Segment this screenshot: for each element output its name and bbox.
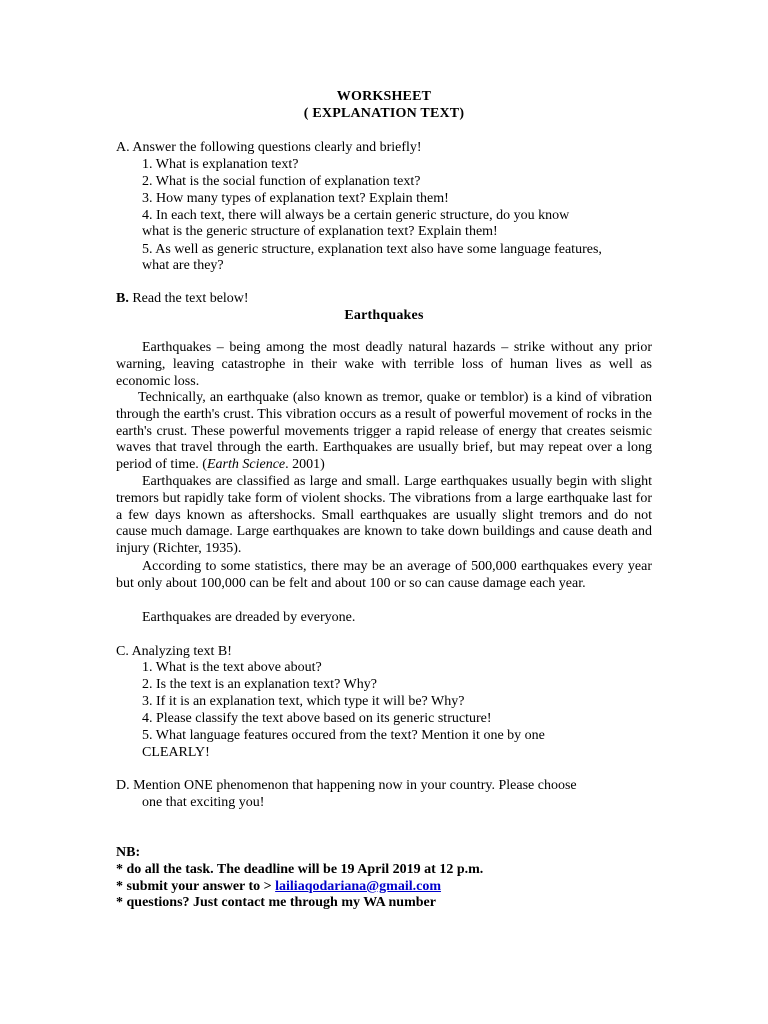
paragraph-1: Earthquakes – being among the most deadly natural hazards – strike without any prior warning, leaving catastrophe in their wake with terrible loss of human lives as well as economic loss.	[116, 340, 652, 389]
nb-label: NB:	[116, 845, 141, 860]
section-a-question-4: 4. In each text, there will always be a certain generic structure, do you know	[142, 208, 570, 223]
section-c-question-5-cont: CLEARLY!	[142, 745, 210, 760]
nb-deadline: * do all the task. The deadline will be 19 April 2019 at 12 p.m.	[116, 862, 484, 877]
text-title: Earthquakes	[344, 308, 424, 323]
worksheet-subtitle: ( EXPLANATION TEXT)	[303, 106, 465, 121]
section-b-intro	[116, 290, 249, 307]
nb-contact: * questions? Just contact me through my WA number	[116, 895, 436, 910]
paragraph-2-citation-tail: . 2001)	[285, 457, 325, 473]
paragraph-3: Earthquakes are classified as large and small. Large earthquakes usually begin with slight tremors but rapidly take form of violent shocks. The vibrations from a large earthquake last for a few days known as aftershocks. Small earthquakes are usually slight tremors and do not cause much damage. Large earthquakes are known to take down buildings and cause death and injury (Richter, 1935).	[116, 474, 652, 557]
section-c-question-5: 5. What language features occured from the text? Mention it one by one	[142, 728, 545, 743]
section-c-question-3: 3. If it is an explanation text, which type it will be? Why?	[142, 694, 465, 709]
section-a-question-3: 3. How many types of explanation text? Explain them!	[142, 191, 449, 206]
paragraph-2	[116, 390, 652, 474]
section-a-question-5: 5. As well as generic structure, explanation text also have some language features,	[142, 242, 602, 257]
section-a-intro: A. Answer the following questions clearly and briefly!	[116, 140, 422, 155]
section-a-question-4-cont: what is the generic structure of explanation text? Explain them!	[142, 224, 498, 239]
email-link[interactable]: lailiaqodariana@gmail.com	[275, 879, 442, 894]
section-b-intro-text: Read the text below!	[128, 291, 249, 306]
paragraph-2-citation-italic: Earth Science	[206, 457, 286, 473]
section-a-question-2: 2. What is the social function of explanation text?	[142, 174, 421, 189]
section-b-label: B.	[116, 291, 129, 306]
section-c-question-1: 1. What is the text above about?	[142, 660, 322, 675]
section-c-question-2: 2. Is the text is an explanation text? Why?	[142, 677, 377, 692]
section-a-question-5-cont: what are they?	[142, 258, 224, 273]
section-c-question-4: 4. Please classify the text above based on its generic structure!	[142, 711, 492, 726]
paragraph-5: Earthquakes are dreaded by everyone.	[142, 610, 356, 625]
section-a-question-1: 1. What is explanation text?	[142, 157, 299, 172]
nb-submit-prefix: * submit your answer to >	[116, 879, 276, 894]
section-c-intro: C. Analyzing text B!	[116, 644, 232, 659]
paragraph-4: According to some statistics, there may be an average of 500,000 earthquakes every year but only about 100,000 can be felt and about 100 or so can cause damage each year.	[116, 559, 652, 591]
section-d-line-2: one that exciting you!	[142, 795, 265, 810]
section-d-line-1: D. Mention ONE phenomenon that happening now in your country. Please choose	[116, 778, 577, 793]
paragraph-2-body: Technically, an earthquake (also known as tremor, quake or temblor) is a kind of vibration through the earth's crust. This vibration occurs as a result of powerful movement of rocks in the earth's crust. These powerful movements trigger a rapid release of energy that creates seismic waves that travel through the earth. Earthquakes are usually brief, but may repeat over a long period of time. (	[116, 390, 652, 473]
nb-submit	[116, 878, 441, 895]
worksheet-title: WORKSHEET	[336, 89, 432, 104]
